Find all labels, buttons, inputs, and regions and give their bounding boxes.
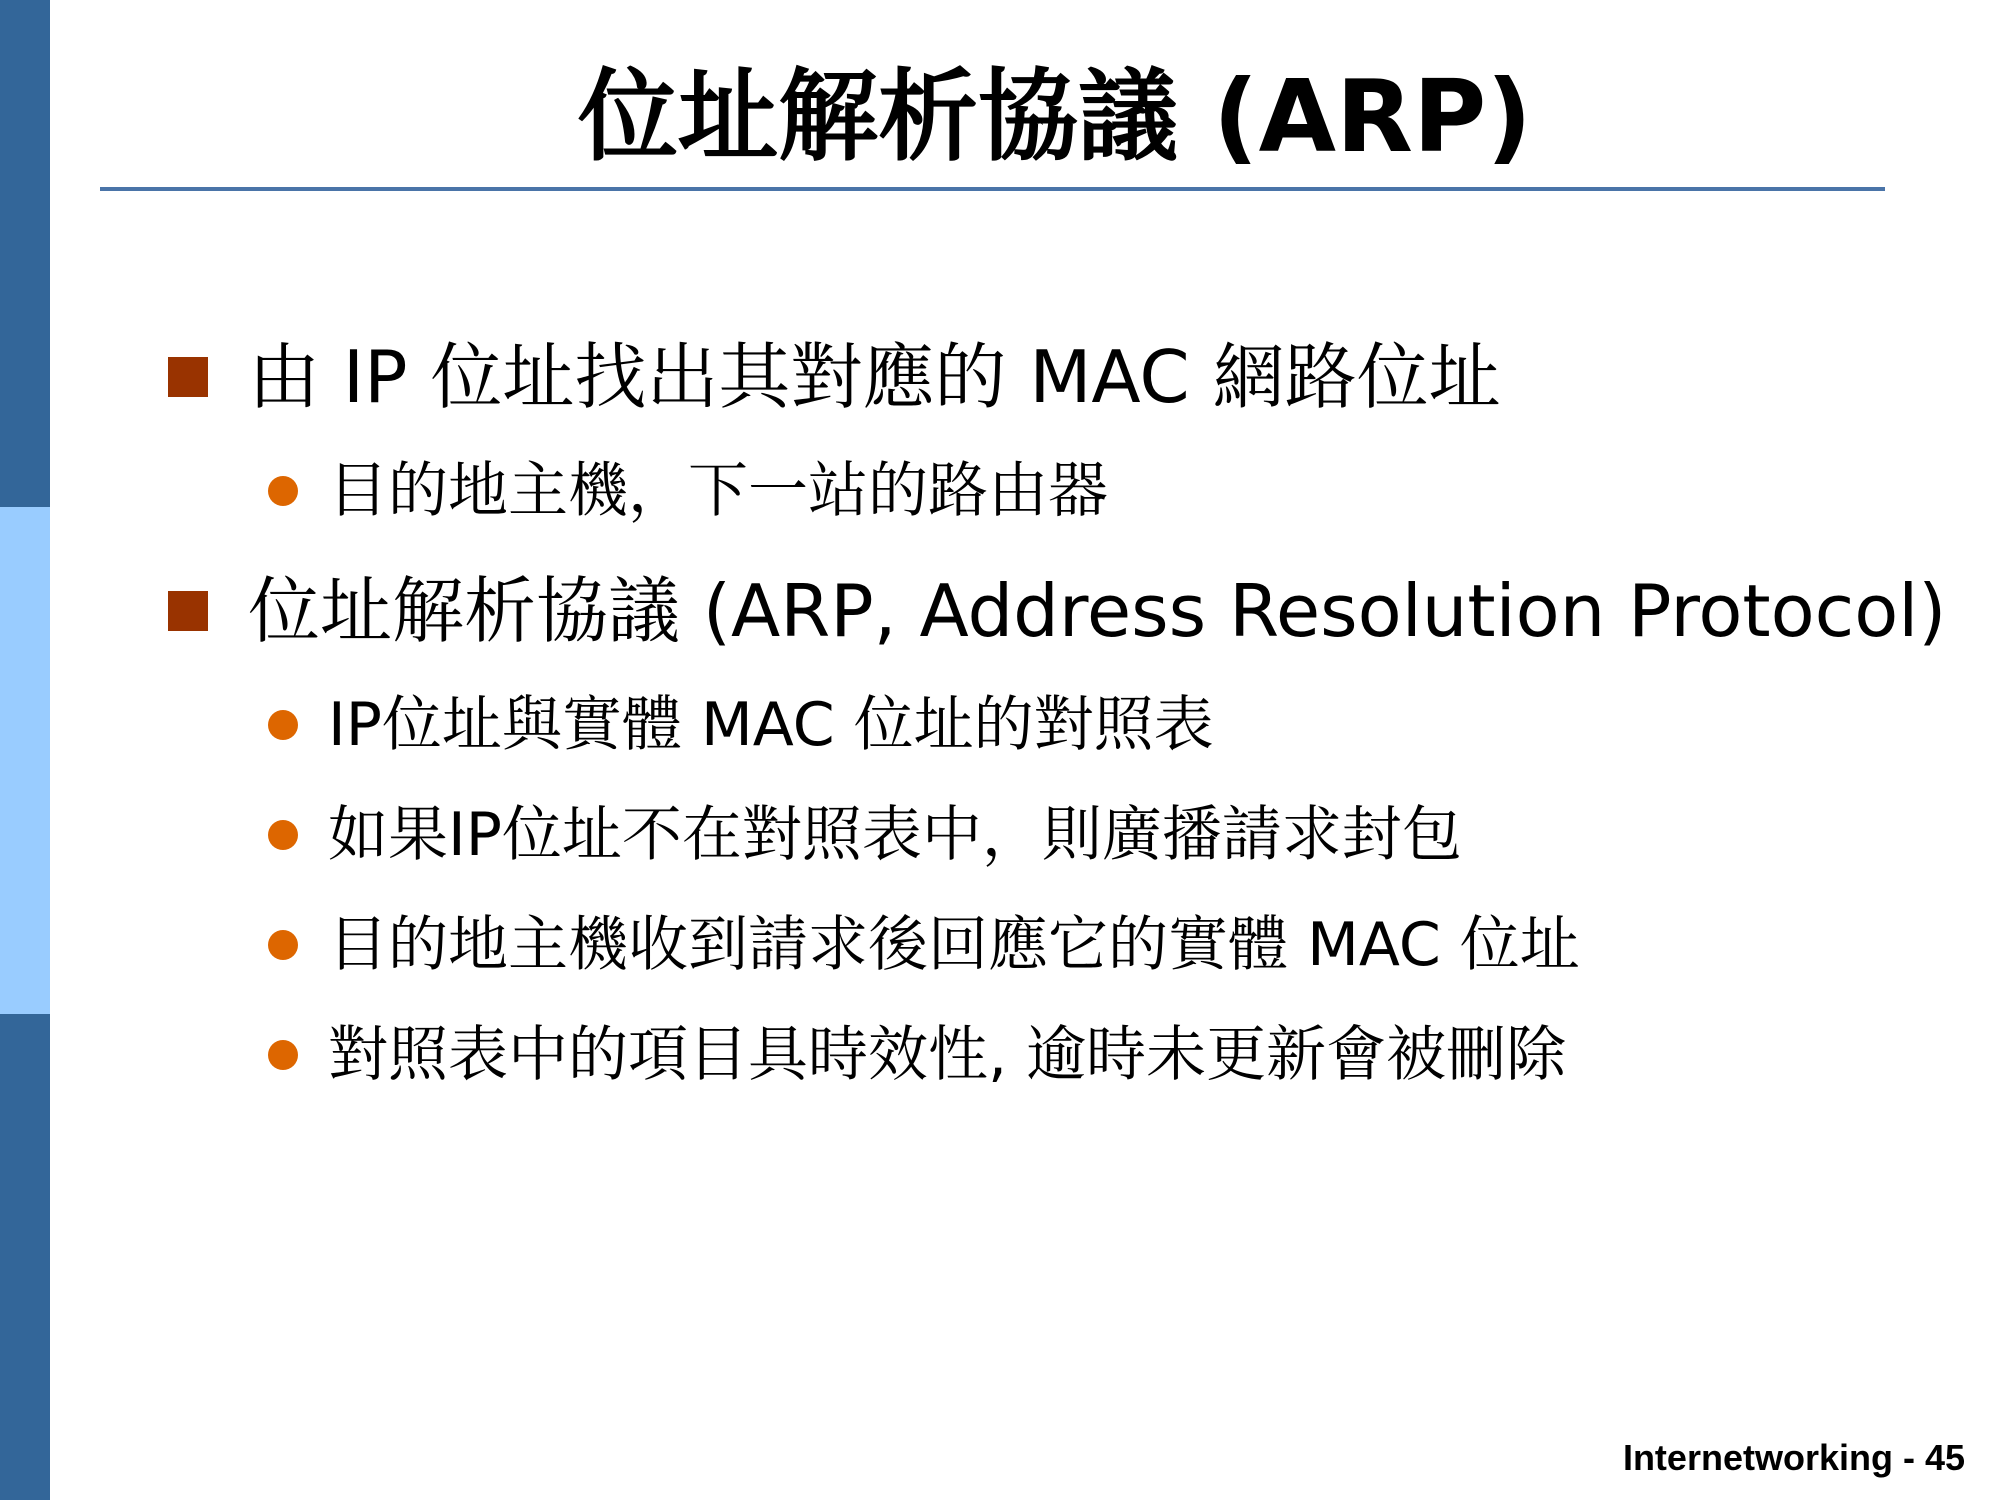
- square-bullet-icon: [168, 357, 208, 397]
- sub-bullet-item: [168, 780, 1968, 890]
- sub-bullet-item: [168, 1000, 1968, 1110]
- sidebar-middle-band: [0, 507, 50, 1014]
- slide-content: [168, 318, 1968, 1110]
- slide-footer: Internetworking - 45: [1622, 1437, 1965, 1478]
- sub-bullet-text: 目的地主機收到請求後回應它的實體 MAC 位址: [328, 910, 1580, 980]
- sub-bullet-item: [168, 436, 1968, 546]
- square-bullet-icon: [168, 591, 208, 631]
- sub-bullet-text: 如果IP位址不在對照表中，則廣播請求封包: [328, 800, 1462, 870]
- round-bullet-icon: [268, 930, 298, 960]
- bullet-text: 由 IP 位址找出其對應的 MAC 網路位址: [248, 335, 1501, 419]
- sub-bullet-text: 目的地主機，下一站的路由器: [328, 456, 1108, 526]
- sub-bullet-text: 對照表中的項目具時效性, 逾時未更新會被刪除: [328, 1020, 1567, 1090]
- round-bullet-icon: [268, 820, 298, 850]
- sub-bullet-item: [168, 670, 1968, 780]
- sidebar-top-band: [0, 0, 50, 507]
- bullet-item: [168, 318, 1968, 436]
- slide-title: 位址解析協議 (ARP): [578, 58, 1532, 175]
- round-bullet-icon: [268, 1040, 298, 1070]
- sidebar-bottom-band: [0, 1014, 50, 1500]
- round-bullet-icon: [268, 710, 298, 740]
- bullet-text: 位址解析協議 (ARP, Address Resolution Protocol): [248, 569, 1947, 653]
- sub-bullet-item: [168, 890, 1968, 1000]
- title-divider: [100, 187, 1885, 191]
- sub-bullet-text: IP位址與實體 MAC 位址的對照表: [328, 690, 1214, 760]
- round-bullet-icon: [268, 476, 298, 506]
- bullet-item: [168, 552, 1968, 670]
